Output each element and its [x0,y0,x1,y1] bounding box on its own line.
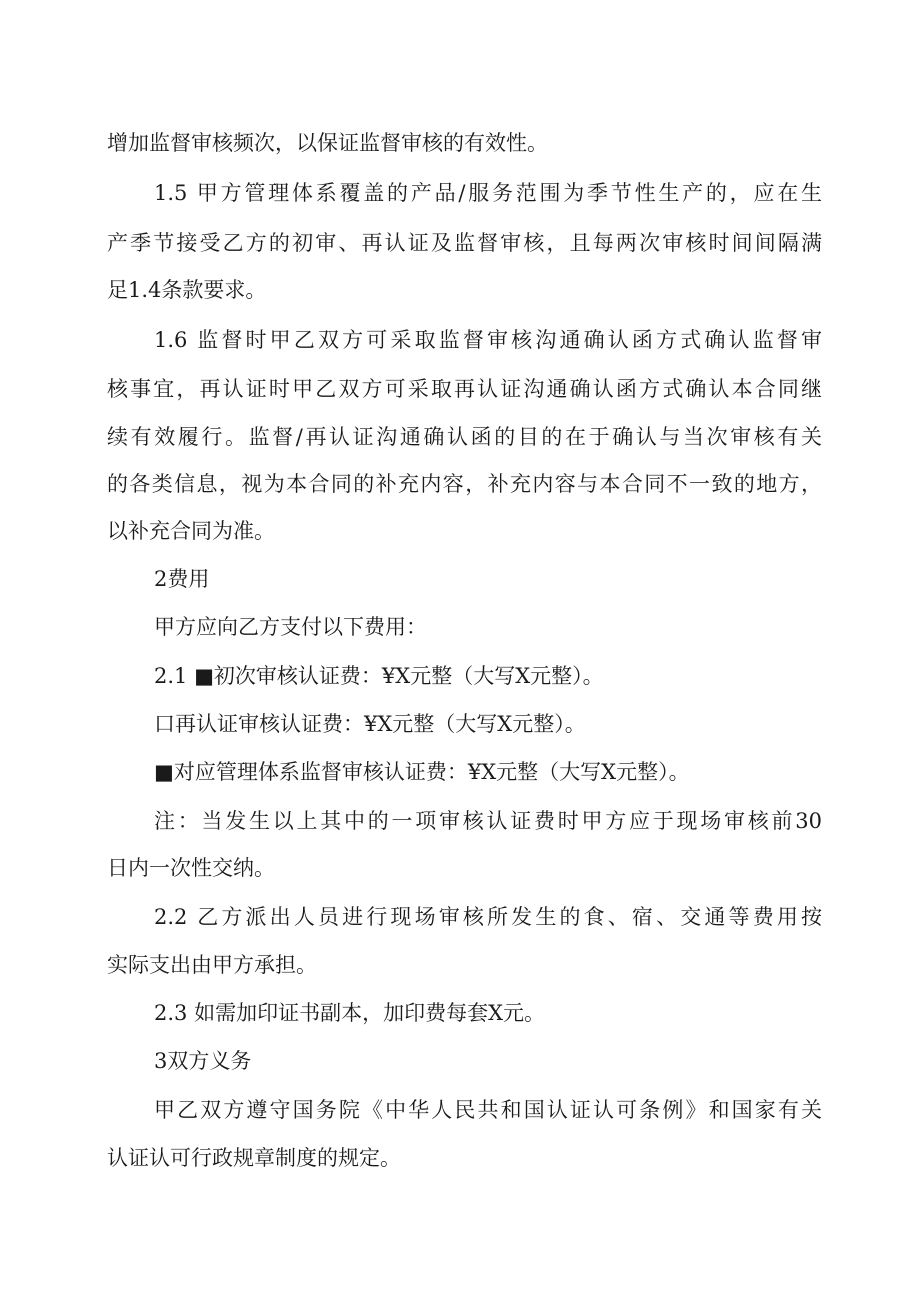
text-line: 续有效履行。监督/再认证沟通确认函的目的在于确认与当次审核有关 [107,425,822,449]
text-line: 日内一次性交纳。 [107,856,275,880]
clause-2-1: 2.1 ■初次审核认证费：¥X元整（大写X元整）。 [154,664,604,688]
fee-item-recertification: 口再认证审核认证费：¥X元整（大写X元整）。 [154,712,586,736]
fee-item-surveillance: ■对应管理体系监督审核认证费：¥X元整（大写X元整）。 [154,760,690,784]
clause-2-3: 2.3 如需加印证书副本，加印费每套X元。 [154,1001,546,1025]
clause-1-5: 1.5 甲方管理体系覆盖的产品/服务范围为季节性生产的，应在生 [154,181,822,205]
clause-1-6: 1.6 监督时甲乙双方可采取监督审核沟通确认函方式确认监督审 [154,328,822,352]
text-line: 甲乙双方遵守国务院《中华人民共和国认证认可条例》和国家有关 [154,1098,822,1122]
text-line: 产季节接受乙方的初审、再认证及监督审核，且每两次审核时间间隔满 [107,231,822,255]
text-line: 以补充合同为准。 [107,519,275,543]
text-line: 的各类信息，视为本合同的补充内容，补充内容与本合同不一致的地方， [107,472,822,496]
text-line: 甲方应向乙方支付以下费用： [154,615,427,639]
text-line: 实际支出由甲方承担。 [107,953,317,977]
clause-2-2: 2.2 乙方派出人员进行现场审核所发生的食、宿、交通等费用按 [154,905,822,929]
text-line: 核事宜，再认证时甲乙双方可采取再认证沟通确认函方式确认本合同继 [107,377,822,401]
section-heading-obligations: 3双方义务 [154,1049,252,1073]
fee-note: 注：当发生以上其中的一项审核认证费时甲方应于现场审核前30 [154,809,822,833]
section-heading-fees: 2费用 [154,567,210,591]
text-line: 增加监督审核频次，以保证监督审核的有效性。 [107,131,548,155]
text-line: 足1.4条款要求。 [107,278,267,302]
text-line: 认证认可行政规章制度的规定。 [107,1146,401,1170]
